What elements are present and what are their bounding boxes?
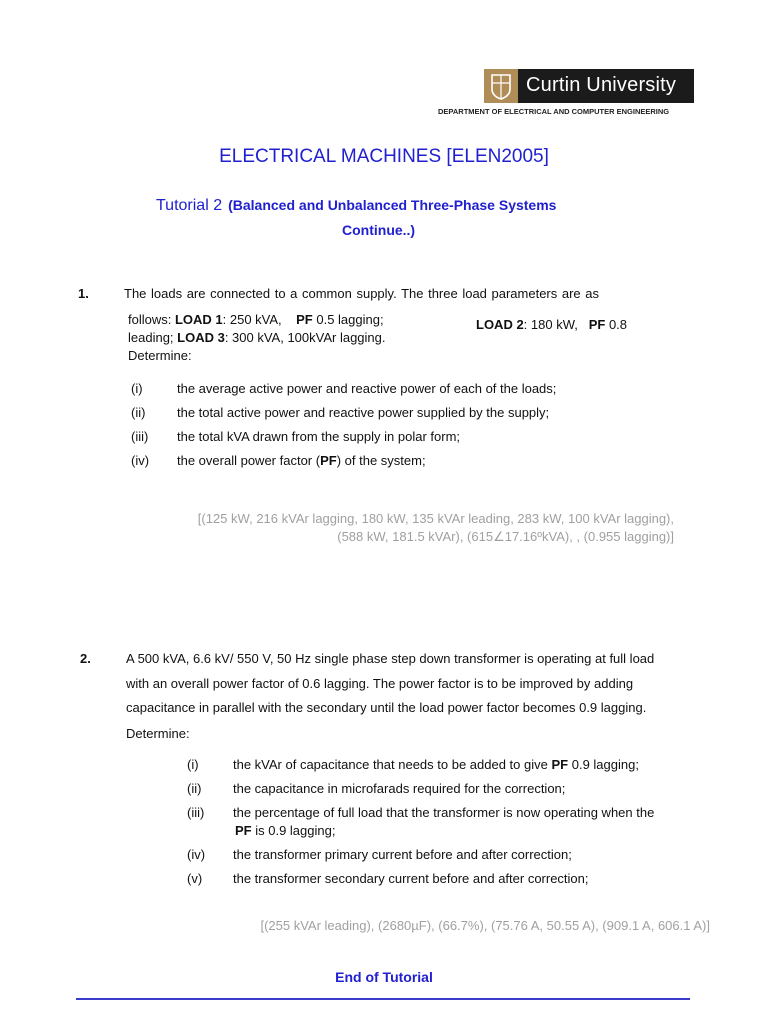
q1-pf: PF (320, 453, 337, 468)
q1-text: : 250 kVA, (222, 312, 286, 327)
q1-pf: PF (588, 317, 606, 332)
q2-line: capacitance in parallel with the secondary until the load power factor becomes 0.9 lagging. (126, 700, 647, 715)
q2-item-num: (v) (187, 871, 203, 886)
q2-item-num: (i) (187, 757, 199, 772)
q2-answer: [(255 kVAr leading), (2680µF), (66.7%), (75.76 A, 50.55 A), (909.1 A, 606.1 A)] (260, 918, 710, 933)
q2-pf: PF (235, 823, 252, 838)
q2-text: is 0.9 lagging; (251, 823, 336, 838)
q1-load2: LOAD 2 (476, 317, 524, 332)
q1-pf: PF (296, 312, 313, 327)
q1-line-a-right (476, 317, 627, 332)
q1-item-text (177, 453, 426, 468)
q1-text: : 300 kVA, 100kVAr lagging. (224, 330, 386, 345)
tutorial-label: Tutorial 2 (156, 197, 223, 214)
q1-text: 0.8 (605, 317, 628, 332)
q2-text: 0.9 lagging; (568, 757, 639, 772)
q1-line-a (128, 312, 384, 327)
q1-item-text: the total active power and reactive power supplied by the supply; (177, 405, 550, 420)
q1-intro: The loads are connected to a common supply. The three load parameters are as (124, 286, 600, 301)
q2-text: the kVAr of capacitance that needs to be added to give (233, 757, 552, 772)
logo-text: Curtin University (526, 74, 677, 96)
q1-text: : 180 kW, (523, 317, 582, 332)
q2-item-text-cont (235, 823, 335, 838)
q2-determine: Determine: (126, 726, 190, 741)
q1-text: leading; (128, 330, 178, 345)
q1-answer-line1: [(125 kW, 216 kVAr lagging, 180 kW, 135 kVAr leading, 283 kW, 100 kVAr lagging), (197, 511, 674, 526)
q1-number: 1. (78, 286, 89, 301)
q1-item-text: the total kVA drawn from the supply in polar form; (177, 429, 461, 444)
q1-line-b (128, 330, 386, 345)
q2-line: A 500 kVA, 6.6 kV/ 550 V, 50 Hz single phase step down transformer is operating at full load (126, 651, 655, 666)
q1-load1: LOAD 1 (174, 312, 223, 327)
q2-item-num: (ii) (187, 781, 202, 796)
footer-rule (76, 998, 690, 1000)
q1-answer-line2: (588 kW, 181.5 kVAr), (615∠17.16ºkVA), , (0.955 lagging)] (337, 529, 674, 544)
q1-item-num: (iii) (131, 429, 149, 444)
department-name: DEPARTMENT OF ELECTRICAL AND COMPUTER ENGINEERING (438, 107, 670, 116)
q2-item-text (233, 757, 639, 772)
q1-text: the overall power factor ( (177, 453, 321, 468)
q1-load3: LOAD 3 (177, 330, 225, 345)
q2-item-text: the transformer primary current before and after correction; (233, 847, 572, 862)
q1-item-num: (iv) (131, 453, 150, 468)
q1-text: ) of the system; (336, 453, 426, 468)
q1-text: 0.5 lagging; (312, 312, 384, 327)
q2-line: with an overall power factor of 0.6 lagging. The power factor is to be improved by adding (126, 676, 634, 691)
course-title: ELECTRICAL MACHINES [ELEN2005] (219, 146, 549, 167)
tutorial-subtitle-cont: Continue..) (342, 222, 416, 238)
end-of-tutorial: End of Tutorial (335, 969, 433, 985)
q2-item-num: (iv) (187, 847, 206, 862)
q2-item-text: the percentage of full load that the transformer is now operating when the (233, 805, 655, 820)
q1-determine: Determine: (128, 348, 192, 363)
q2-number: 2. (80, 651, 91, 666)
q2-item-num: (iii) (187, 805, 205, 820)
shield-icon (484, 69, 518, 103)
q2-pf: PF (551, 757, 569, 772)
q1-item-num: (i) (131, 381, 143, 396)
curtin-logo (484, 69, 694, 103)
tutorial-heading (156, 197, 556, 215)
q2-item-text: the capacitance in microfarads required for the correction; (233, 781, 566, 796)
tutorial-subtitle: (Balanced and Unbalanced Three-Phase Systems (228, 197, 557, 213)
q1-item-text: the average active power and reactive power of each of the loads; (177, 381, 557, 396)
q1-item-num: (ii) (131, 405, 146, 420)
q1-text: follows: (128, 312, 175, 327)
q2-item-text: the transformer secondary current before and after correction; (233, 871, 589, 886)
